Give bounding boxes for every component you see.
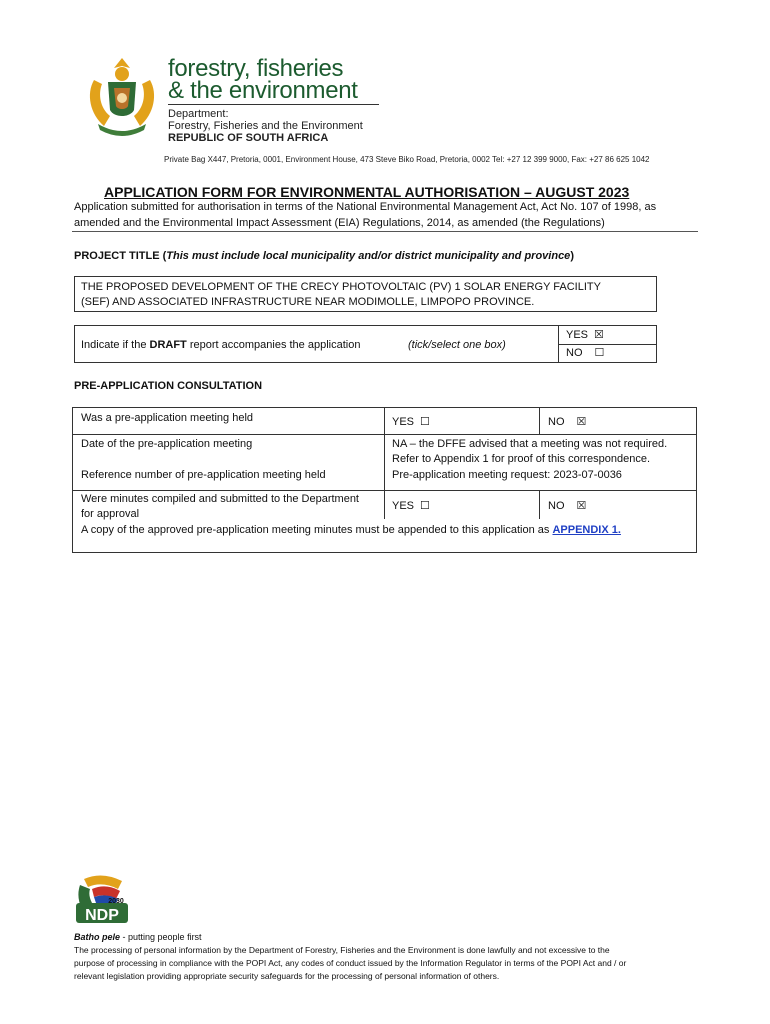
draft-yes-checkbox[interactable]: ☒ [594,329,604,341]
privacy-line-1: The processing of personal information by the Department of Forestry, Fisheries and the Environment is done lawfully and not excessive to the [74,945,610,955]
q3-answer[interactable]: Pre-application meeting request: 2023-07-0036 [392,469,622,481]
privacy-line-3: relevant legislation providing appropriate security safeguards for the processing of personal information of others. [74,971,500,981]
consultation-heading: PRE-APPLICATION CONSULTATION [74,380,263,392]
draft-hint: (tick/select one box) [408,339,506,351]
project-title-heading: PROJECT TITLE (This must include local municipality and/or district municipality and province) [74,250,574,262]
q4-yes-option[interactable]: YES ☐ [392,500,430,512]
privacy-line-2: purpose of processing in compliance with the POPI Act, any codes of conduct issued by the Information Regulator in terms of the POPI Act and / or [74,958,627,968]
q1-no-checkbox[interactable]: ☒ [576,416,587,428]
coat-of-arms-logo [84,54,160,140]
q4-label-line-1: Were minutes compiled and submitted to the Department [81,493,359,505]
ndp-logo-text: NDP [85,907,119,924]
q2-answer-line-1[interactable]: NA – the DFFE advised that a meeting was not required. [392,438,668,450]
draft-yes-option[interactable]: YES ☒ [566,329,604,341]
appendix-note: A copy of the approved pre-application meeting minutes must be appended to this application as APPENDIX 1. [81,524,621,536]
q1-yes-option[interactable]: YES ☐ [392,416,430,428]
ndp-2030-logo [72,873,132,925]
batho-pele-slogan: Batho pele - putting people first [74,932,202,942]
col-divider-q4 [539,490,540,519]
draft-question: Indicate if the DRAFT report accompanies the application [81,339,361,351]
country-name: REPUBLIC OF SOUTH AFRICA [168,132,329,144]
draft-row-divider [558,344,656,345]
consultation-table [72,407,697,553]
q1-yes-checkbox[interactable]: ☐ [420,416,430,428]
intro-line-2: amended and the Environmental Impact Assessment (EIA) Regulations, 2014, as amended (the Regulations) [74,217,605,229]
col-divider [384,408,385,519]
project-title-box[interactable] [74,276,657,312]
q4-label-line-2: for approval [81,508,140,520]
q3-label: Reference number of pre-application meeting held [81,469,326,481]
q1-label: Was a pre-application meeting held [81,412,254,424]
row-divider-1 [73,434,696,435]
department-label: Department: [168,108,229,120]
q4-no-option[interactable]: NO ☒ [548,500,587,512]
q2-answer-line-2[interactable]: Refer to Appendix 1 for proof of this correspondence. [392,453,651,465]
address-line: Private Bag X447, Pretoria, 0001, Environment House, 473 Steve Biko Road, Pretoria, 0002 Tel: +27 12 399 9000, Fax: +27 86 625 1042 [164,155,650,164]
project-title-line-2: (SEF) AND ASSOCIATED INFRASTRUCTURE NEAR MODIMOLLE, LIMPOPO PROVINCE. [81,296,535,308]
draft-no-checkbox[interactable]: ☐ [594,347,605,359]
department-name-line1: forestry, fisheries [168,55,344,82]
intro-line-1: Application submitted for authorisation in terms of the National Environmental Management Act, Act No. 107 of 1998, as [74,201,657,213]
intro-divider [72,231,698,232]
draft-no-option[interactable]: NO ☐ [566,347,605,359]
q4-yes-checkbox[interactable]: ☐ [420,500,430,512]
col-divider-q1 [539,408,540,434]
q4-no-checkbox[interactable]: ☒ [576,500,587,512]
q2-label: Date of the pre-application meeting [81,438,253,450]
draft-report-table [74,325,657,363]
form-title: APPLICATION FORM FOR ENVIRONMENTAL AUTHORISATION – AUGUST 2023 [104,184,630,200]
project-title-line-1: THE PROPOSED DEVELOPMENT OF THE CRECY PHOTOVOLTAIC (PV) 1 SOLAR ENERGY FACILITY [81,281,601,293]
appendix-1-link[interactable]: APPENDIX 1. [552,524,621,536]
q1-no-option[interactable]: NO ☒ [548,416,587,428]
header-divider [168,104,379,105]
department-full-name: Forestry, Fisheries and the Environment [168,120,363,132]
department-name-line2: & the environment [168,77,358,104]
ndp-logo-year: 2030 [108,898,124,905]
